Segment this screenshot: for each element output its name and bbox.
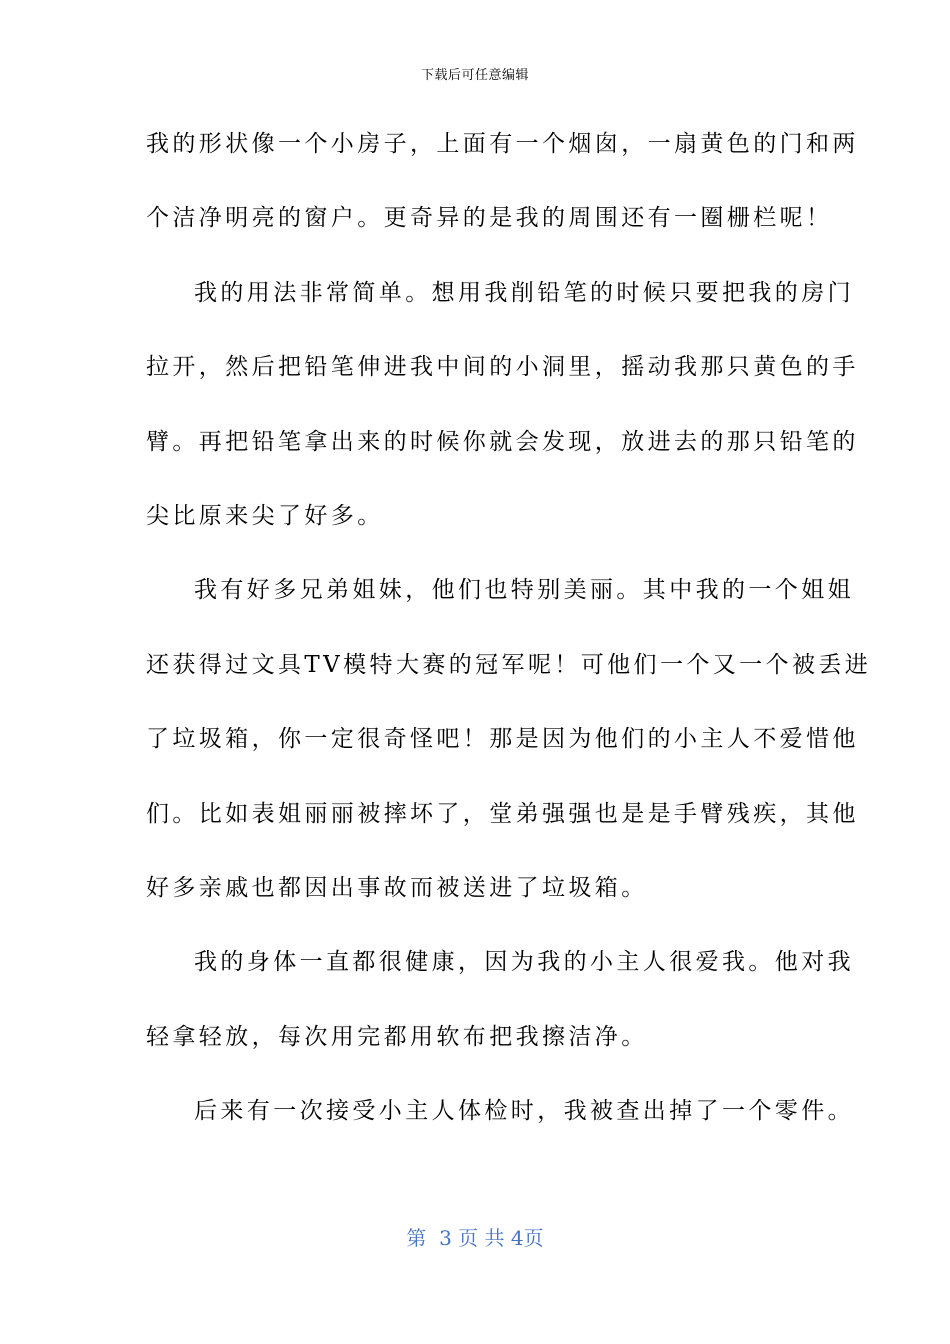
text-line: 我的形状像一个小房子，上面有一个烟囱，一扇黄色的门和两 bbox=[146, 131, 859, 157]
paragraph-4 bbox=[146, 944, 854, 1055]
text-line: 们。比如表姐丽丽被摔坏了，堂弟强强也是是手臂残疾，其他 bbox=[146, 800, 859, 827]
text-line: 尖比原来尖了好多。 bbox=[146, 502, 384, 529]
text-line: 我的用法非常简单。想用我削铅笔的时候只要把我的房门 bbox=[194, 279, 854, 306]
document-body bbox=[146, 126, 872, 1167]
text-line: 还获得过文具TV模特大赛的冠军呢！可他们一个又一个被丢进 bbox=[146, 651, 872, 678]
text-line: 个洁净明亮的窗户。更奇异的是我的周围还有一圈栅栏呢！ bbox=[146, 205, 833, 232]
page-header: 下载后可任意编辑 bbox=[420, 68, 529, 83]
text-line: 拉开，然后把铅笔伸进我中间的小洞里，摇动我那只黄色的手 bbox=[146, 354, 859, 381]
text-line: 后来有一次接受小主人体检时，我被查出掉了一个零件。 bbox=[194, 1098, 854, 1125]
text-line: 我有好多兄弟姐妹，他们也特别美丽。其中我的一个姐姐 bbox=[194, 577, 854, 604]
text-line: 轻拿轻放，每次用完都用软布把我擦洁净。 bbox=[146, 1023, 648, 1050]
paragraph-3 bbox=[146, 572, 872, 907]
paragraph-1 bbox=[146, 126, 859, 237]
text-line: 了垃圾箱，你一定很奇怪吧！那是因为他们的小主人不爱惜他 bbox=[146, 726, 859, 753]
paragraph-5 bbox=[146, 1093, 854, 1130]
paragraph-2 bbox=[146, 275, 859, 535]
text-line: 臂。再把铅笔拿出来的时候你就会发现，放进去的那只铅笔的 bbox=[146, 428, 859, 455]
text-line: 好多亲戚也都因出事故而被送进了垃圾箱。 bbox=[146, 874, 648, 901]
text-line: 我的身体一直都很健康，因为我的小主人很爱我。他对我 bbox=[194, 949, 854, 976]
page-number-footer: 第 3 页 共 4页 bbox=[406, 1226, 544, 1250]
